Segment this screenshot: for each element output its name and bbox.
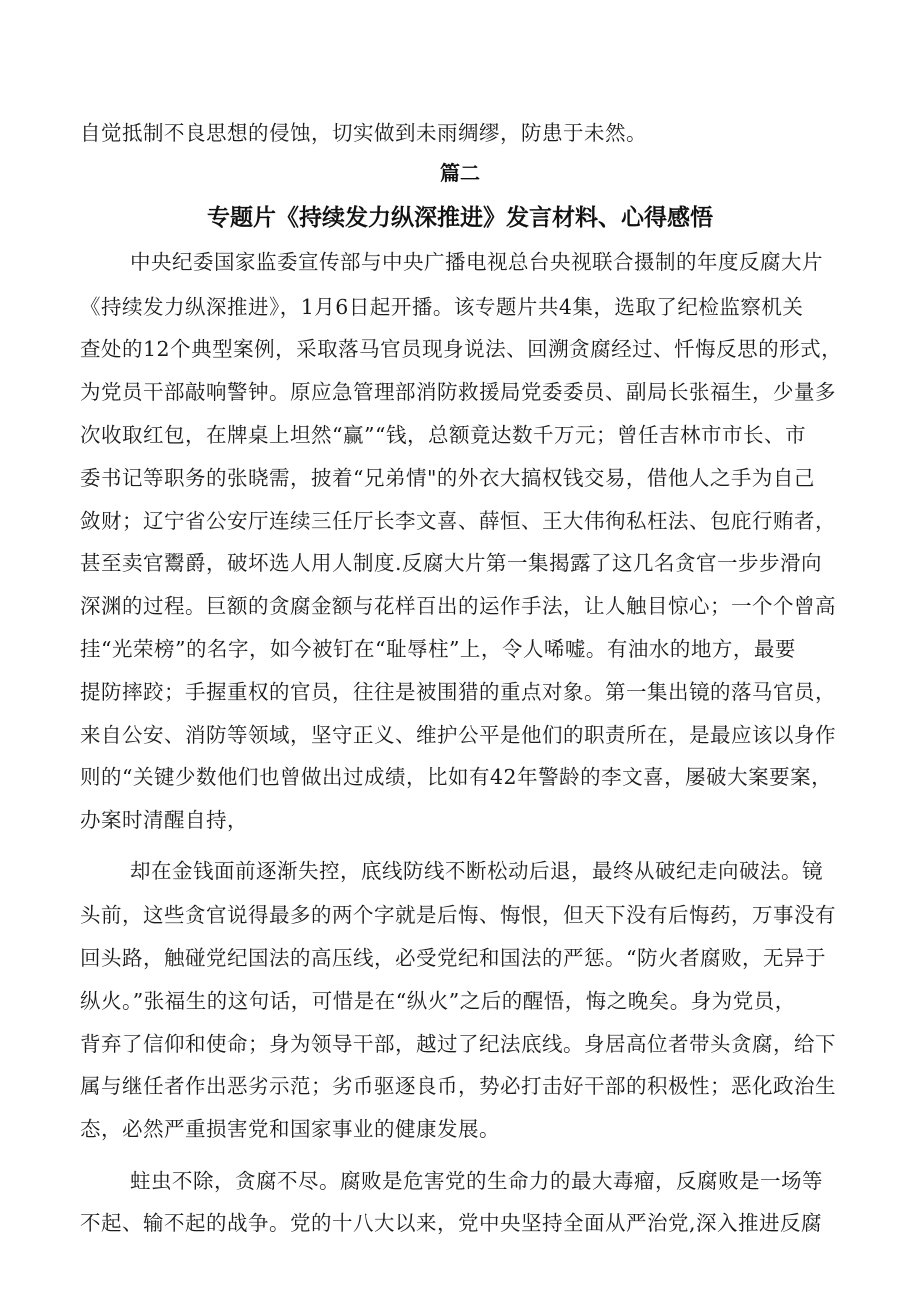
- document-title: 专题片《持续发力纵深推进》发言材料、心得感悟: [207, 205, 713, 231]
- paragraph-line: 次收取红包，在牌桌上坦然“赢”“钱，总额竟达数千万元；曾任吉林市市长、市: [80, 423, 806, 447]
- paragraph-line: 提防摔跤；手握重权的官员，往往是被围猎的重点对象。第一集出镜的落马官员，: [80, 680, 836, 704]
- paragraph-line: 深渊的过程。巨额的贪腐金额与花样百出的运作手法，让人触目惊心；一个个曾高: [80, 594, 836, 618]
- paragraph-line: 蛀虫不除，贪腐不尽。腐败是危害党的生命力的最大毒瘤，反腐败是一场等: [130, 1169, 823, 1193]
- paragraph-line: 却在金钱面前逐渐失控，底线防线不断松动后退，最终从破纪走向破法。镜: [130, 859, 823, 883]
- paragraph-line: 委书记等职务的张晓需，披着“兄弟情"的外衣大搞权钱交易，借他人之手为自己: [80, 466, 815, 490]
- section-label: 篇二: [440, 161, 480, 185]
- intro-line: 自觉抵制不良思想的侵蚀，切实做到未雨绸缪，防患于未然。: [80, 121, 647, 145]
- paragraph-line: 背弃了信仰和使命；身为领导干部，越过了纪法底线。身居高位者带头贪腐，给下: [80, 1032, 836, 1056]
- paragraph-line: 查处的12个典型案例，采取落马官员现身说法、回溯贪腐经过、忏悔反思的形式，: [80, 337, 843, 361]
- paragraph-line: 《持续发力纵深推进》，1月6日起开播。该专题片共4集，选取了纪检监察机关: [80, 295, 804, 319]
- paragraph-line: 为党员干部敲响警钟。原应急管理部消防救援局党委委员、副局长张福生，少量多: [80, 380, 836, 404]
- paragraph-line: 头前，这些贪官说得最多的两个字就是后悔、悔恨，但天下没有后悔药，万事没有: [80, 903, 836, 927]
- paragraph-line: 不起、输不起的战争。党的十八大以来，党中央坚持全面从严治党,深入推进反腐: [80, 1211, 823, 1235]
- paragraph-line: 属与继任者作出恶劣示范；劣币驱逐良币，势必打击好干部的积极性；恶化政治生: [80, 1074, 836, 1098]
- paragraph-line: 来自公安、消防等领域，坚守正义、维护公平是他们的职责所在，是最应该以身作: [80, 723, 836, 747]
- paragraph-line: 办案时清醒自持，: [80, 808, 248, 832]
- paragraph-line: 甚至卖官鬻爵，破坏选人用人制度.反腐大片第一集揭露了这几名贪官一步步滑向: [80, 551, 823, 575]
- paragraph-line: 纵火。”张福生的这句话，可惜是在“纵火”之后的醒悟，悔之晚矣。身为党员，: [80, 989, 796, 1013]
- paragraph-line: 挂“光荣榜”的名字，如今被钉在“耻辱柱”上，令人唏嘘。有油水的地方，最要: [80, 637, 796, 661]
- paragraph-line: 态，必然严重损害党和国家事业的健康发展。: [80, 1117, 500, 1141]
- paragraph-line: 回头路，触碰党纪国法的高压线，必受党纪和国法的严惩。“防火者腐败，无异于: [80, 946, 826, 970]
- paragraph-line: 敛财；辽宁省公安厅连续三任厅长李文喜、薛恒、王大伟徇私枉法、包庇行贿者，: [80, 509, 836, 533]
- paragraph-line: 中央纪委国家监委宣传部与中央广播电视总台央视联合摄制的年度反腐大片: [130, 250, 823, 274]
- paragraph-line: 则的“关键少数他们也曾做出过成绩，比如有42年警龄的李文喜，屡破大案要案，: [80, 765, 833, 789]
